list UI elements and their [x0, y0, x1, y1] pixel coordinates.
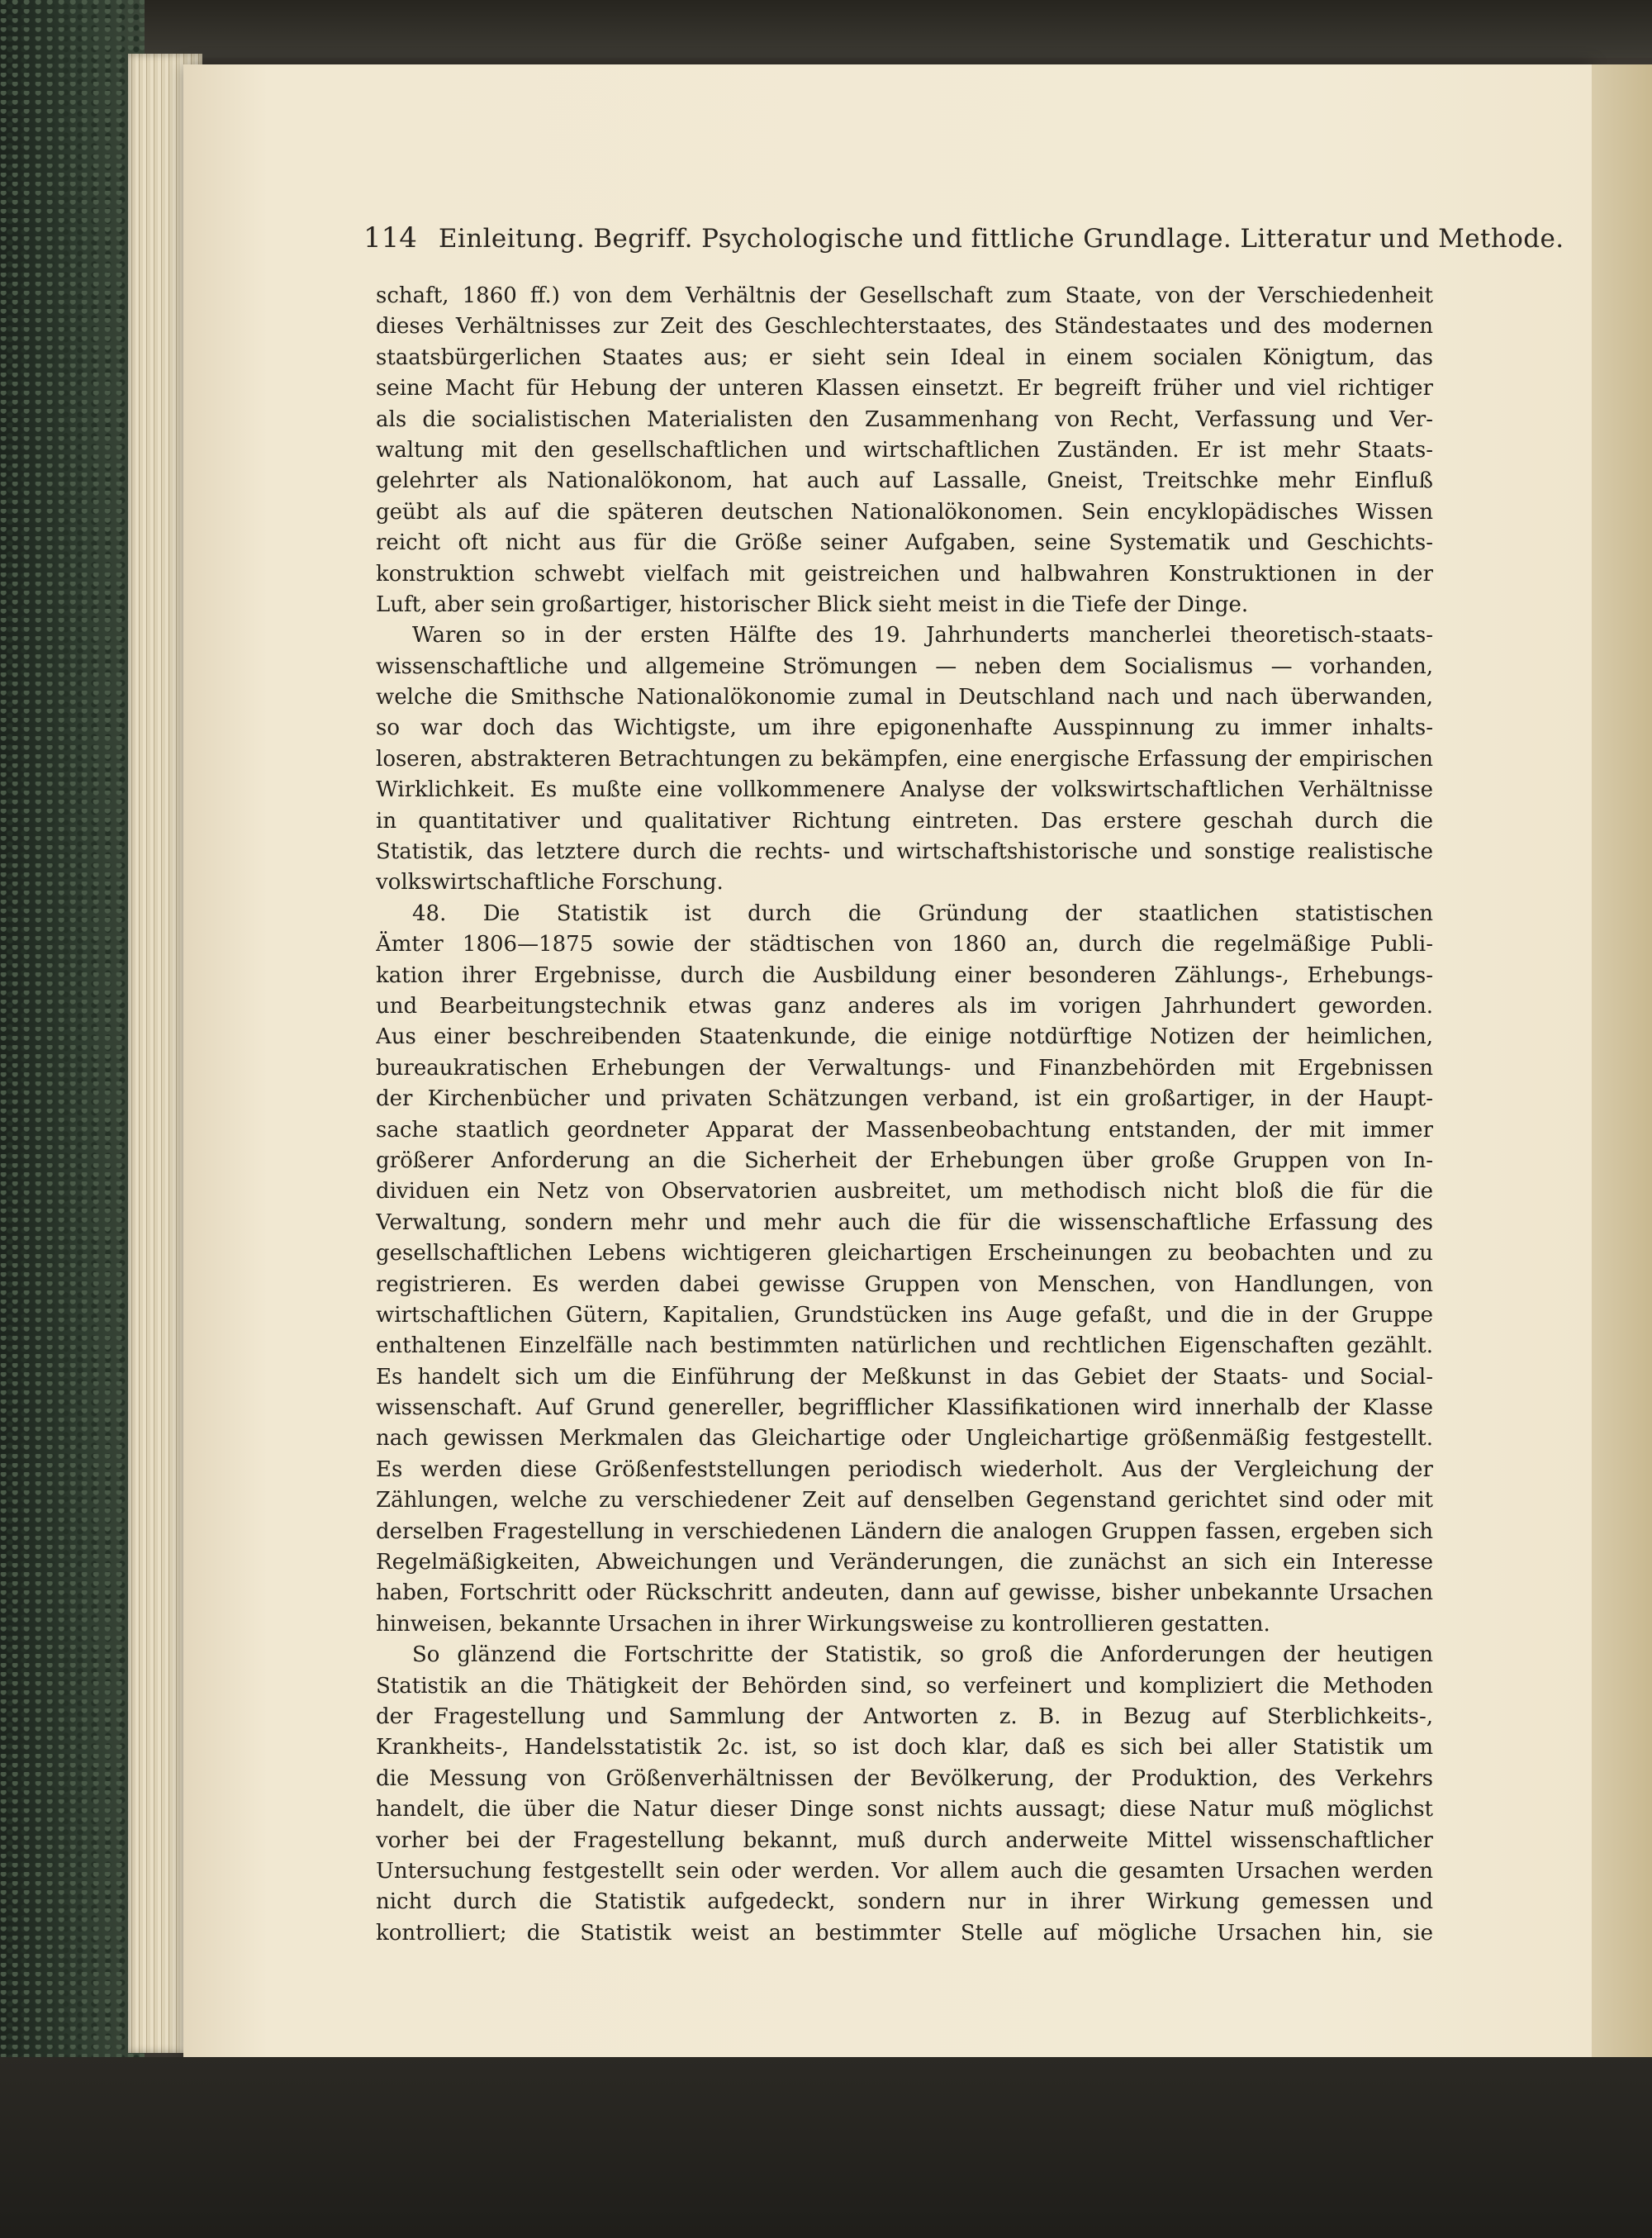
- text-line: sache staatlich geordneter Apparat der Massenbeobachtung entstanden, der mit immer: [376, 1117, 1433, 1143]
- text-line: reicht oft nicht aus für die Größe seiner Aufgaben, seine Systematik und Geschichts-: [376, 530, 1433, 556]
- text-line: waltung mit den gesellschaftlichen und wirtschaftlichen Zuständen. Er ist mehr Staats-: [376, 437, 1433, 463]
- text-line: wissenschaft. Auf Grund genereller, begrifflicher Klassifikationen wird innerhalb der Klasse: [376, 1395, 1433, 1421]
- text-line: der Kirchenbücher und privaten Schätzungen verband, ist ein großartiger, in der Haupt-: [376, 1086, 1433, 1112]
- text-line: Es werden diese Größenfeststellungen periodisch wiederholt. Aus der Vergleichung der: [376, 1456, 1433, 1482]
- text-line: kation ihrer Ergebnisse, durch die Ausbildung einer besonderen Zählungs-, Erhebungs-: [376, 962, 1433, 988]
- text-line: dividuen ein Netz von Observatorien ausbreitet, um methodisch nicht bloß die für die: [376, 1179, 1433, 1205]
- text-line: bureaukratischen Erhebungen der Verwaltungs- und Finanzbehörden mit Ergebnissen: [376, 1055, 1433, 1081]
- text-line: haben, Fortschritt oder Rückschritt andeuten, dann auf gewisse, bisher unbekannte Ursachen: [376, 1580, 1433, 1606]
- next-page-edge: [1592, 64, 1652, 2057]
- text-line: nicht durch die Statistik aufgedeckt, sondern nur in ihrer Wirkung gemessen und: [376, 1889, 1433, 1915]
- text-line: loseren, abstrakteren Betrachtungen zu bekämpfen, eine energische Erfassung der empirischen: [376, 746, 1433, 772]
- text-line: welche die Smithsche Nationalökonomie zumal in Deutschland nach und nach überwanden,: [376, 685, 1433, 710]
- text-line: als die socialistischen Materialisten den Zusammenhang von Recht, Verfassung und Ver-: [376, 406, 1433, 432]
- body-text: [376, 281, 1433, 1949]
- text-line: Luft, aber sein großartiger, historischer Blick sieht meist in die Tiefe der Dinge.: [376, 592, 1249, 617]
- text-line: der Fragestellung und Sammlung der Antworten z. B. in Bezug auf Sterblichkeits-,: [376, 1703, 1433, 1729]
- text-line: so war doch das Wichtigste, um ihre epigonenhafte Ausspinnung zu immer inhalts-: [376, 715, 1433, 741]
- text-line: seine Macht für Hebung der unteren Klassen einsetzt. Er begreift früher und viel richtiger: [376, 376, 1433, 402]
- running-head-title: Einleitung. Begriff. Psychologische und fittliche Grundlage. Litteratur und Methode.: [438, 224, 1564, 254]
- text-line: kontrolliert; die Statistik weist an bestimmter Stelle auf mögliche Ursachen hin, sie: [376, 1920, 1433, 1946]
- text-line: in quantitativer und qualitativer Richtung eintreten. Das erstere geschah durch die: [376, 808, 1433, 834]
- scan-bottom-background: [0, 2057, 1652, 2238]
- scan-top-background: [0, 0, 1652, 58]
- text-line: Zählungen, welche zu verschiedener Zeit auf denselben Gegenstand gerichtet sind oder mit: [376, 1488, 1433, 1513]
- text-line: und Bearbeitungstechnik etwas ganz anderes als im vorigen Jahrhundert geworden.: [376, 993, 1433, 1019]
- text-line: wirtschaftlichen Gütern, Kapitalien, Grundstücken ins Auge gefaßt, und die in der Gruppe: [376, 1302, 1433, 1328]
- text-line: Es handelt sich um die Einführung der Meßkunst in das Gebiet der Staats- und Social-: [376, 1364, 1433, 1390]
- text-line: vorher bei der Fragestellung bekannt, muß durch anderweite Mittel wissenschaftlicher: [376, 1827, 1433, 1853]
- text-line: Verwaltung, sondern mehr und mehr auch die für die wissenschaftliche Erfassung des: [376, 1209, 1433, 1235]
- text-line: konstruktion schwebt vielfach mit geistreichen und halbwahren Konstruktionen in der: [376, 561, 1433, 587]
- text-line: Waren so in der ersten Hälfte des 19. Jahrhunderts mancherlei theoretisch-staats-: [412, 623, 1433, 649]
- text-line: enthaltenen Einzelfälle nach bestimmten natürlichen und rechtlichen Eigenschaften gezählt.: [376, 1333, 1433, 1359]
- text-line: Untersuchung festgestellt sein oder werden. Vor allem auch die gesamten Ursachen werden: [376, 1858, 1433, 1884]
- text-line: volkswirtschaftliche Forschung.: [376, 870, 724, 896]
- text-line: Statistik an die Thätigkeit der Behörden sind, so verfeinert und kompliziert die Methoden: [376, 1673, 1433, 1699]
- text-line: hinweisen, bekannte Ursachen in ihrer Wirkungsweise zu kontrollieren gestatten.: [376, 1611, 1270, 1637]
- text-line: So glänzend die Fortschritte der Statistik, so groß die Anforderungen der heutigen: [412, 1642, 1433, 1668]
- text-line: 48. Die Statistik ist durch die Gründung der staatlichen statistischen: [412, 900, 1433, 926]
- running-head: [363, 221, 1564, 263]
- text-line: staatsbürgerlichen Staates aus; er sieht sein Ideal in einem socialen Königtum, das: [376, 344, 1433, 370]
- text-line: geübt als auf die späteren deutschen Nationalökonomen. Sein encyklopädisches Wissen: [376, 499, 1433, 525]
- text-line: gesellschaftlichen Lebens wichtigeren gleichartigen Erscheinungen zu beobachten und zu: [376, 1241, 1433, 1266]
- text-line: registrieren. Es werden dabei gewisse Gruppen von Menschen, von Handlungen, von: [376, 1271, 1433, 1297]
- text-line: Ämter 1806—1875 sowie der städtischen von 1860 an, durch die regelmäßige Publi-: [376, 932, 1433, 957]
- text-line: schaft, 1860 ff.) von dem Verhältnis der Gesellschaft zum Staate, von der Verschiedenheit: [376, 283, 1433, 308]
- text-line: dieses Verhältnisses zur Zeit des Geschlechterstaates, des Ständestaates und des modernen: [376, 314, 1433, 340]
- text-line: die Messung von Größenverhältnissen der Bevölkerung, der Produktion, des Verkehrs: [376, 1765, 1433, 1791]
- text-line: wissenschaftliche und allgemeine Strömungen — neben dem Socialismus — vorhanden,: [376, 653, 1433, 679]
- text-line: Statistik, das letztere durch die rechts- und wirtschaftshistorische und sonstige realistische: [376, 839, 1433, 865]
- text-line: Regelmäßigkeiten, Abweichungen und Veränderungen, die zunächst an sich ein Interesse: [376, 1550, 1433, 1575]
- text-line: nach gewissen Merkmalen das Gleichartige oder Ungleichartige größenmäßig festgestellt.: [376, 1426, 1433, 1452]
- text-line: Krankheits-, Handelsstatistik 2c. ist, so ist doch klar, daß es sich bei aller Statistik um: [376, 1735, 1433, 1760]
- book-cover-binding: [0, 0, 145, 2238]
- text-line: gelehrter als Nationalökonom, hat auch auf Lassalle, Gneist, Treitschke mehr Einfluß: [376, 468, 1433, 494]
- text-line: Aus einer beschreibenden Staatenkunde, die einige notdürftige Notizen der heimlichen,: [376, 1024, 1433, 1050]
- page-number: 114: [363, 221, 417, 254]
- text-line: Wirklichkeit. Es mußte eine vollkommenere Analyse der volkswirtschaftlichen Verhältnisse: [376, 777, 1433, 803]
- text-line: größerer Anforderung an die Sicherheit der Erhebungen über große Gruppen von In-: [376, 1148, 1433, 1173]
- text-line: derselben Fragestellung in verschiedenen Ländern die analogen Gruppen fassen, ergeben sich: [376, 1518, 1433, 1544]
- text-line: handelt, die über die Natur dieser Dinge sonst nichts aussagt; diese Natur muß möglichst: [376, 1797, 1433, 1822]
